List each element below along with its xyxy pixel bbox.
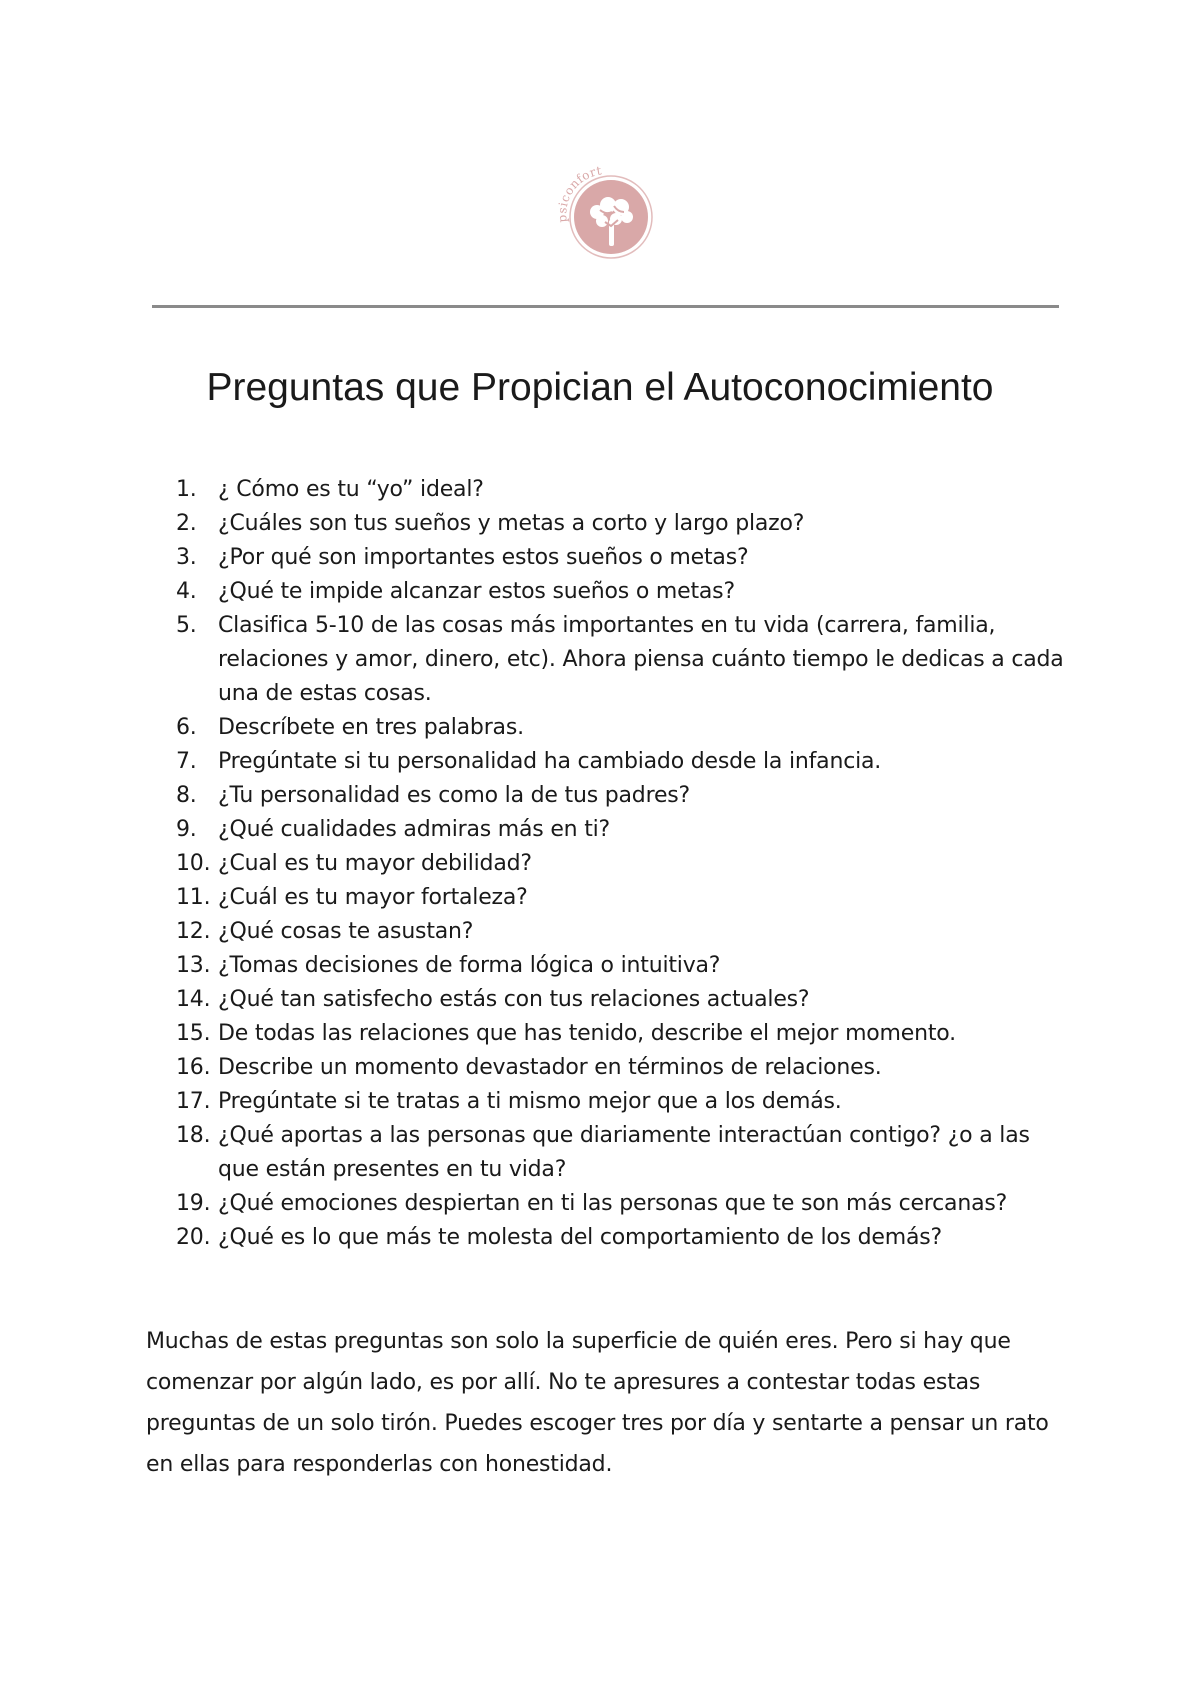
list-item [176, 745, 1076, 779]
tree-brain-icon [550, 160, 660, 270]
header-divider [152, 305, 1059, 308]
questions-list [176, 473, 1076, 1255]
psiconfort-logo [550, 160, 660, 270]
list-item-text: ¿Qué aportas a las personas que diariamente interactúan contigo? ¿o a las que están presentes en tu vida? [218, 1123, 1030, 1182]
closing-paragraph: Muchas de estas preguntas son solo la superficie de quién eres. Pero si hay que comenzar por algún lado, es por allí. No te apresures a contestar todas estas preguntas de un solo tirón. Puedes escoger tres por día y sentarte a pensar un rato en ellas para responderlas con honestidad. [146, 1329, 1049, 1477]
list-item-number: 11. [176, 885, 211, 910]
list-item-text: De todas las relaciones que has tenido, describe el mejor momento. [218, 1021, 956, 1046]
list-item [176, 1119, 1076, 1187]
list-item-number: 5. [176, 613, 197, 638]
list-item [176, 1085, 1076, 1119]
list-item-text: ¿ Cómo es tu “yo” ideal? [218, 477, 484, 502]
list-item-number: 10. [176, 851, 211, 876]
list-item-number: 17. [176, 1089, 211, 1114]
list-item-text: Clasifica 5-10 de las cosas más importantes en tu vida (carrera, familia, relaciones y amor, dinero, etc). Ahora piensa cuánto tiempo le dedicas a cada una de estas cosas. [218, 613, 1064, 706]
list-item-text: Pregúntate si tu personalidad ha cambiado desde la infancia. [218, 749, 882, 774]
list-item [176, 1017, 1076, 1051]
list-item [176, 711, 1076, 745]
list-item-text: ¿Qué cosas te asustan? [218, 919, 474, 944]
list-item-number: 8. [176, 783, 197, 808]
list-item-text: ¿Qué es lo que más te molesta del comportamiento de los demás? [218, 1225, 943, 1250]
list-item-text: ¿Tomas decisiones de forma lógica o intuitiva? [218, 953, 721, 978]
list-item-text: Pregúntate si te tratas a ti mismo mejor que a los demás. [218, 1089, 842, 1114]
list-item-number: 19. [176, 1191, 211, 1216]
list-item-number: 6. [176, 715, 197, 740]
list-item-number: 3. [176, 545, 197, 570]
list-item [176, 541, 1076, 575]
list-item-number: 9. [176, 817, 197, 842]
list-item-number: 13. [176, 953, 211, 978]
list-item [176, 473, 1076, 507]
list-item [176, 609, 1076, 711]
list-item-text: ¿Tu personalidad es como la de tus padres? [218, 783, 691, 808]
list-item-number: 15. [176, 1021, 211, 1046]
list-item-number: 2. [176, 511, 197, 536]
list-item [176, 1187, 1076, 1221]
list-item-number: 12. [176, 919, 211, 944]
list-item [176, 1221, 1076, 1255]
list-item-text: Describe un momento devastador en términos de relaciones. [218, 1055, 882, 1080]
list-item-number: 7. [176, 749, 197, 774]
list-item [176, 881, 1076, 915]
list-item-text: ¿Cual es tu mayor debilidad? [218, 851, 532, 876]
list-item-text: ¿Cuáles son tus sueños y metas a corto y largo plazo? [218, 511, 805, 536]
list-item-number: 14. [176, 987, 211, 1012]
list-item-text: ¿Qué tan satisfecho estás con tus relaciones actuales? [218, 987, 810, 1012]
list-item-text: ¿Qué te impide alcanzar estos sueños o metas? [218, 579, 735, 604]
list-item [176, 983, 1076, 1017]
list-item-text: ¿Por qué son importantes estos sueños o metas? [218, 545, 749, 570]
logo-wordmark: psiconfort [555, 163, 603, 224]
list-item-text: ¿Qué emociones despiertan en ti las personas que te son más cercanas? [218, 1191, 1008, 1216]
list-item-text: ¿Qué cualidades admiras más en ti? [218, 817, 611, 842]
list-item [176, 507, 1076, 541]
list-item [176, 1051, 1076, 1085]
list-item-number: 1. [176, 477, 197, 502]
list-item [176, 575, 1076, 609]
list-item-number: 16. [176, 1055, 211, 1080]
list-item [176, 847, 1076, 881]
list-item-text: Descríbete en tres palabras. [218, 715, 524, 740]
list-item [176, 915, 1076, 949]
list-item [176, 949, 1076, 983]
list-item [176, 779, 1076, 813]
page-title: Preguntas que Propician el Autoconocimiento [206, 366, 994, 409]
list-item-number: 4. [176, 579, 197, 604]
list-item [176, 813, 1076, 847]
list-item-number: 18. [176, 1123, 211, 1148]
list-item-text: ¿Cuál es tu mayor fortaleza? [218, 885, 528, 910]
list-item-number: 20. [176, 1225, 211, 1250]
